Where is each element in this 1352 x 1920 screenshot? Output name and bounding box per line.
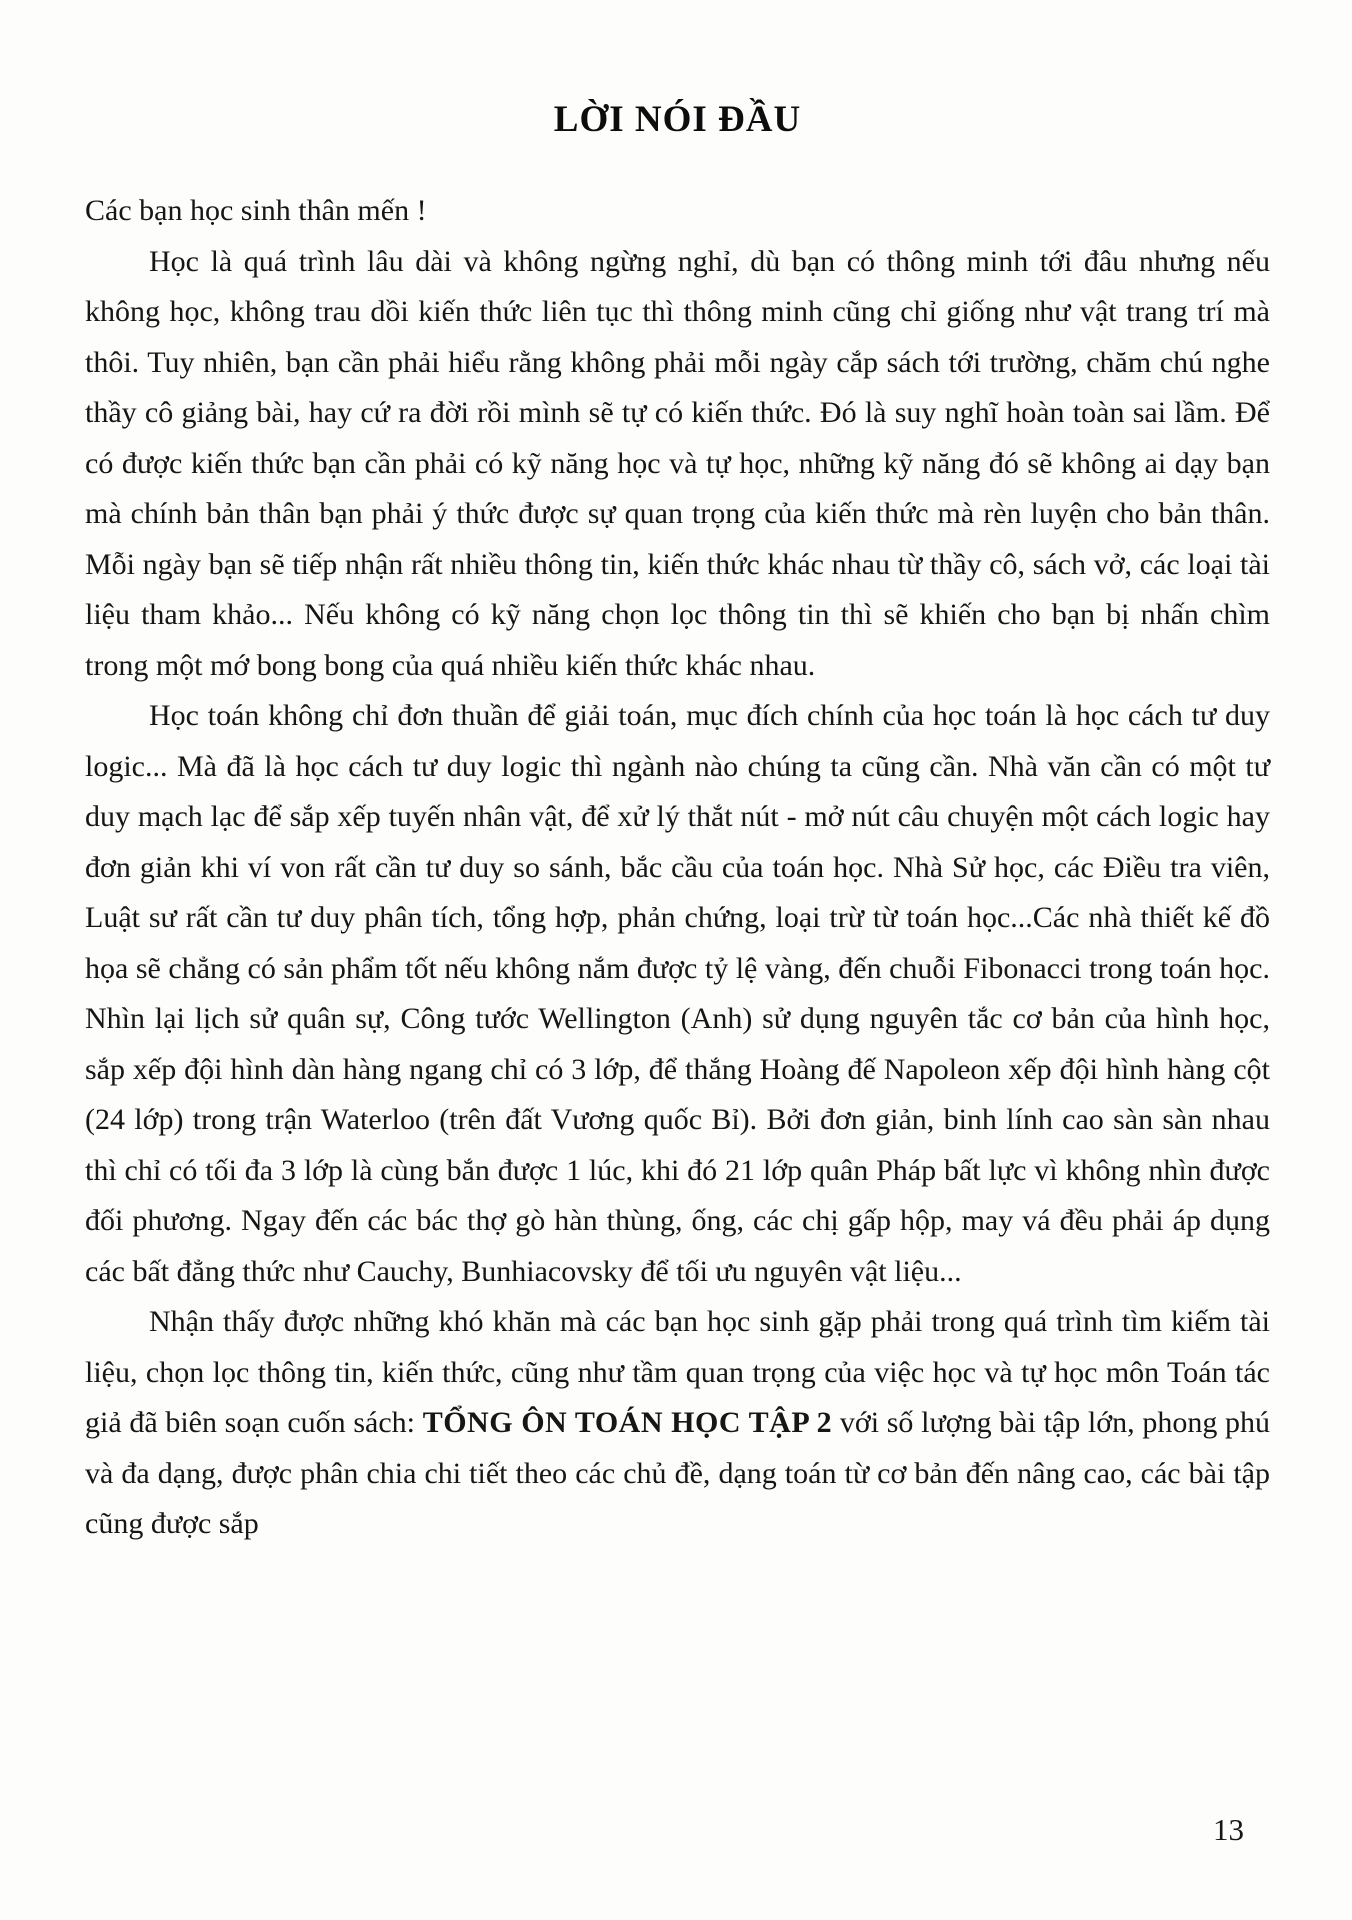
page-number: 13 — [1213, 1812, 1244, 1847]
book-title-bold: TỔNG ÔN TOÁN HỌC TẬP 2 — [422, 1406, 833, 1440]
paragraph-text: Học là quá trình lâu dài và không ngừng nghỉ, dù bạn có thông minh tới đâu nhưng nếu không học, không trau dồi kiến thức liên tục thì thông minh cũng chỉ giống như vật trang trí mà thôi. Tuy nhiên, bạn cần phải hiểu rằng không phải mỗi ngày cắp sách tới trường, chăm chú nghe thầy cô giảng bài, hay cứ ra đời rồi mình sẽ tự có kiến thức. Đó là suy nghĩ hoàn toàn sai lầm. Để có được kiến thức bạn cần phải có kỹ năng học và tự học, những kỹ năng đó sẽ không ai dạy bạn mà chính bản thân bạn phải ý thức được sự quan trọng của kiến thức mà rèn luyện cho bản thân. Mỗi ngày bạn sẽ tiếp nhận rất nhiều thông tin, kiến thức khác nhau từ thầy cô, sách vở, các loại tài liệu tham khảo... Nếu không có kỹ năng chọn lọc thông tin thì sẽ khiến cho bạn bị nhấn chìm trong một mớ bong bong của quá nhiều kiến thức khác nhau. — [85, 244, 1270, 682]
paragraph-text: với số lượng bài tập lớn, phong phú và đa dạng, được phân chia chi tiết theo các chủ đề, dạng toán từ cơ bản đến nâng cao, các bài tập cũng được sắp — [85, 1406, 1271, 1541]
salutation: Các bạn học sinh thân mến ! — [85, 194, 427, 228]
page-title: LỜI NÓI ĐẦU — [553, 99, 802, 140]
paragraph-text: Nhận thấy được những khó khăn mà các bạn học sinh gặp phải trong quá trình tìm kiếm tài liệu, chọn lọc thông tin, kiến thức, cũng như tầm quan trọng của việc học và tự học môn Toán tác giả đã biên soạn cuốn sách: — [85, 1305, 1270, 1440]
paragraph — [85, 691, 1270, 1297]
paragraph — [85, 1297, 1270, 1550]
body-paragraphs — [85, 237, 1270, 1550]
paragraph-text: Học toán không chỉ đơn thuần để giải toán, mục đích chính của học toán là học cách tư duy logic... Mà đã là học cách tư duy logic thì ngành nào chúng ta cũng cần. Nhà văn cần có một tư duy mạch lạc để sắp xếp tuyến nhân vật, để xử lý thắt nút - mở nút câu chuyện một cách logic hay đơn giản khi ví von rất cần tư duy so sánh, bắc cầu của toán học. Nhà Sử học, các Điều tra viên, Luật sư rất cần tư duy phân tích, tổng hợp, phản chứng, loại trừ từ toán học...Các nhà thiết kế đồ họa sẽ chẳng có sản phẩm tốt nếu không nắm được tỷ lệ vàng, đến chuỗi Fibonacci trong toán học. Nhìn lại lịch sử quân sự, Công tước Wellington (Anh) sử dụng nguyên tắc cơ bản của hình học, sắp xếp đội hình dàn hàng ngang chỉ có 3 lớp, để thắng Hoàng đế Napoleon xếp đội hình hàng cột (24 lớp) trong trận Waterloo (trên đất Vương quốc Bỉ). Bởi đơn giản, binh lính cao sàn sàn nhau thì chỉ có tối đa 3 lớp là cùng bắn được 1 lúc, khi đó 21 lớp quân Pháp bất lực vì không nhìn được đối phương. Ngay đến các bác thợ gò hàn thùng, ống, các chị gấp hộp, may vá đều phải áp dụng các bất đẳng thức như Cauchy, Bunhiacovsky để tối ưu nguyên vật liệu... — [85, 699, 1270, 1288]
paragraph — [85, 237, 1270, 692]
